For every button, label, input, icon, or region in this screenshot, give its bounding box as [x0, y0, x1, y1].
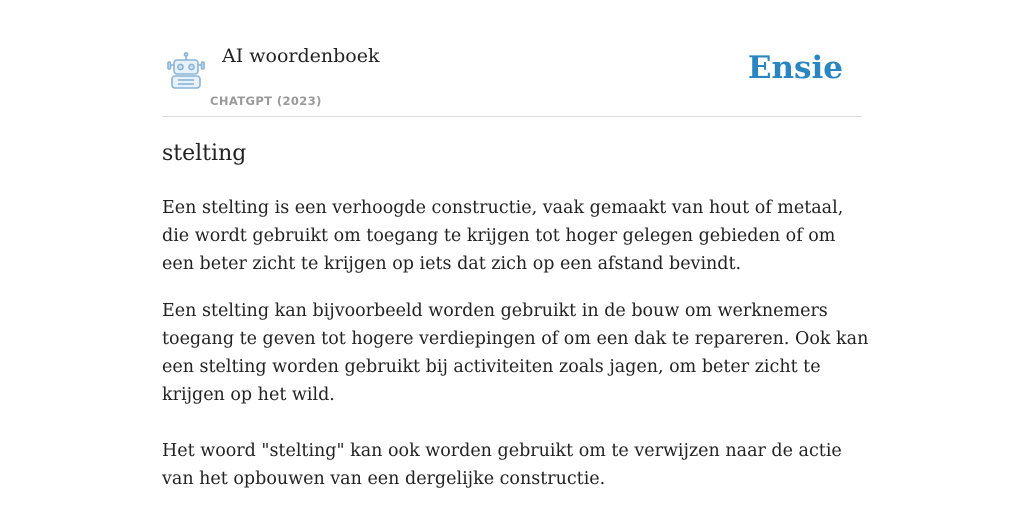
brand-logo[interactable]: Ensie [747, 50, 843, 86]
dictionary-header [162, 0, 862, 117]
source-label: CHATGPT (2023) [210, 94, 322, 108]
dictionary-title[interactable]: AI woordenboek [222, 45, 380, 67]
dictionary-entry [162, 138, 872, 493]
definition-paragraph: Een stelting kan bijvoorbeeld worden gebruikt in de bouw om werknemers toegang te geven tot hogere verdiepingen of om een dak te repareren. Ook kan een stelting worden gebruikt bij activiteiten zoals jagen, om beter zicht te krijgen op het wild. [162, 301, 869, 405]
entry-word: stelting [162, 141, 247, 166]
robot-icon [166, 52, 206, 90]
definition-paragraph: Een stelting is een verhoogde constructie, vaak gemaakt van hout of metaal, die wordt gebruikt om toegang te krijgen tot hoger gelegen gebieden of om een beter zicht te krijgen op iets dat zich op een afstand bevindt. [162, 198, 844, 274]
definition-paragraph: Het woord "stelting" kan ook worden gebruikt om te verwijzen naar de actie van het opbouwen van een dergelijke constructie. [162, 441, 842, 489]
